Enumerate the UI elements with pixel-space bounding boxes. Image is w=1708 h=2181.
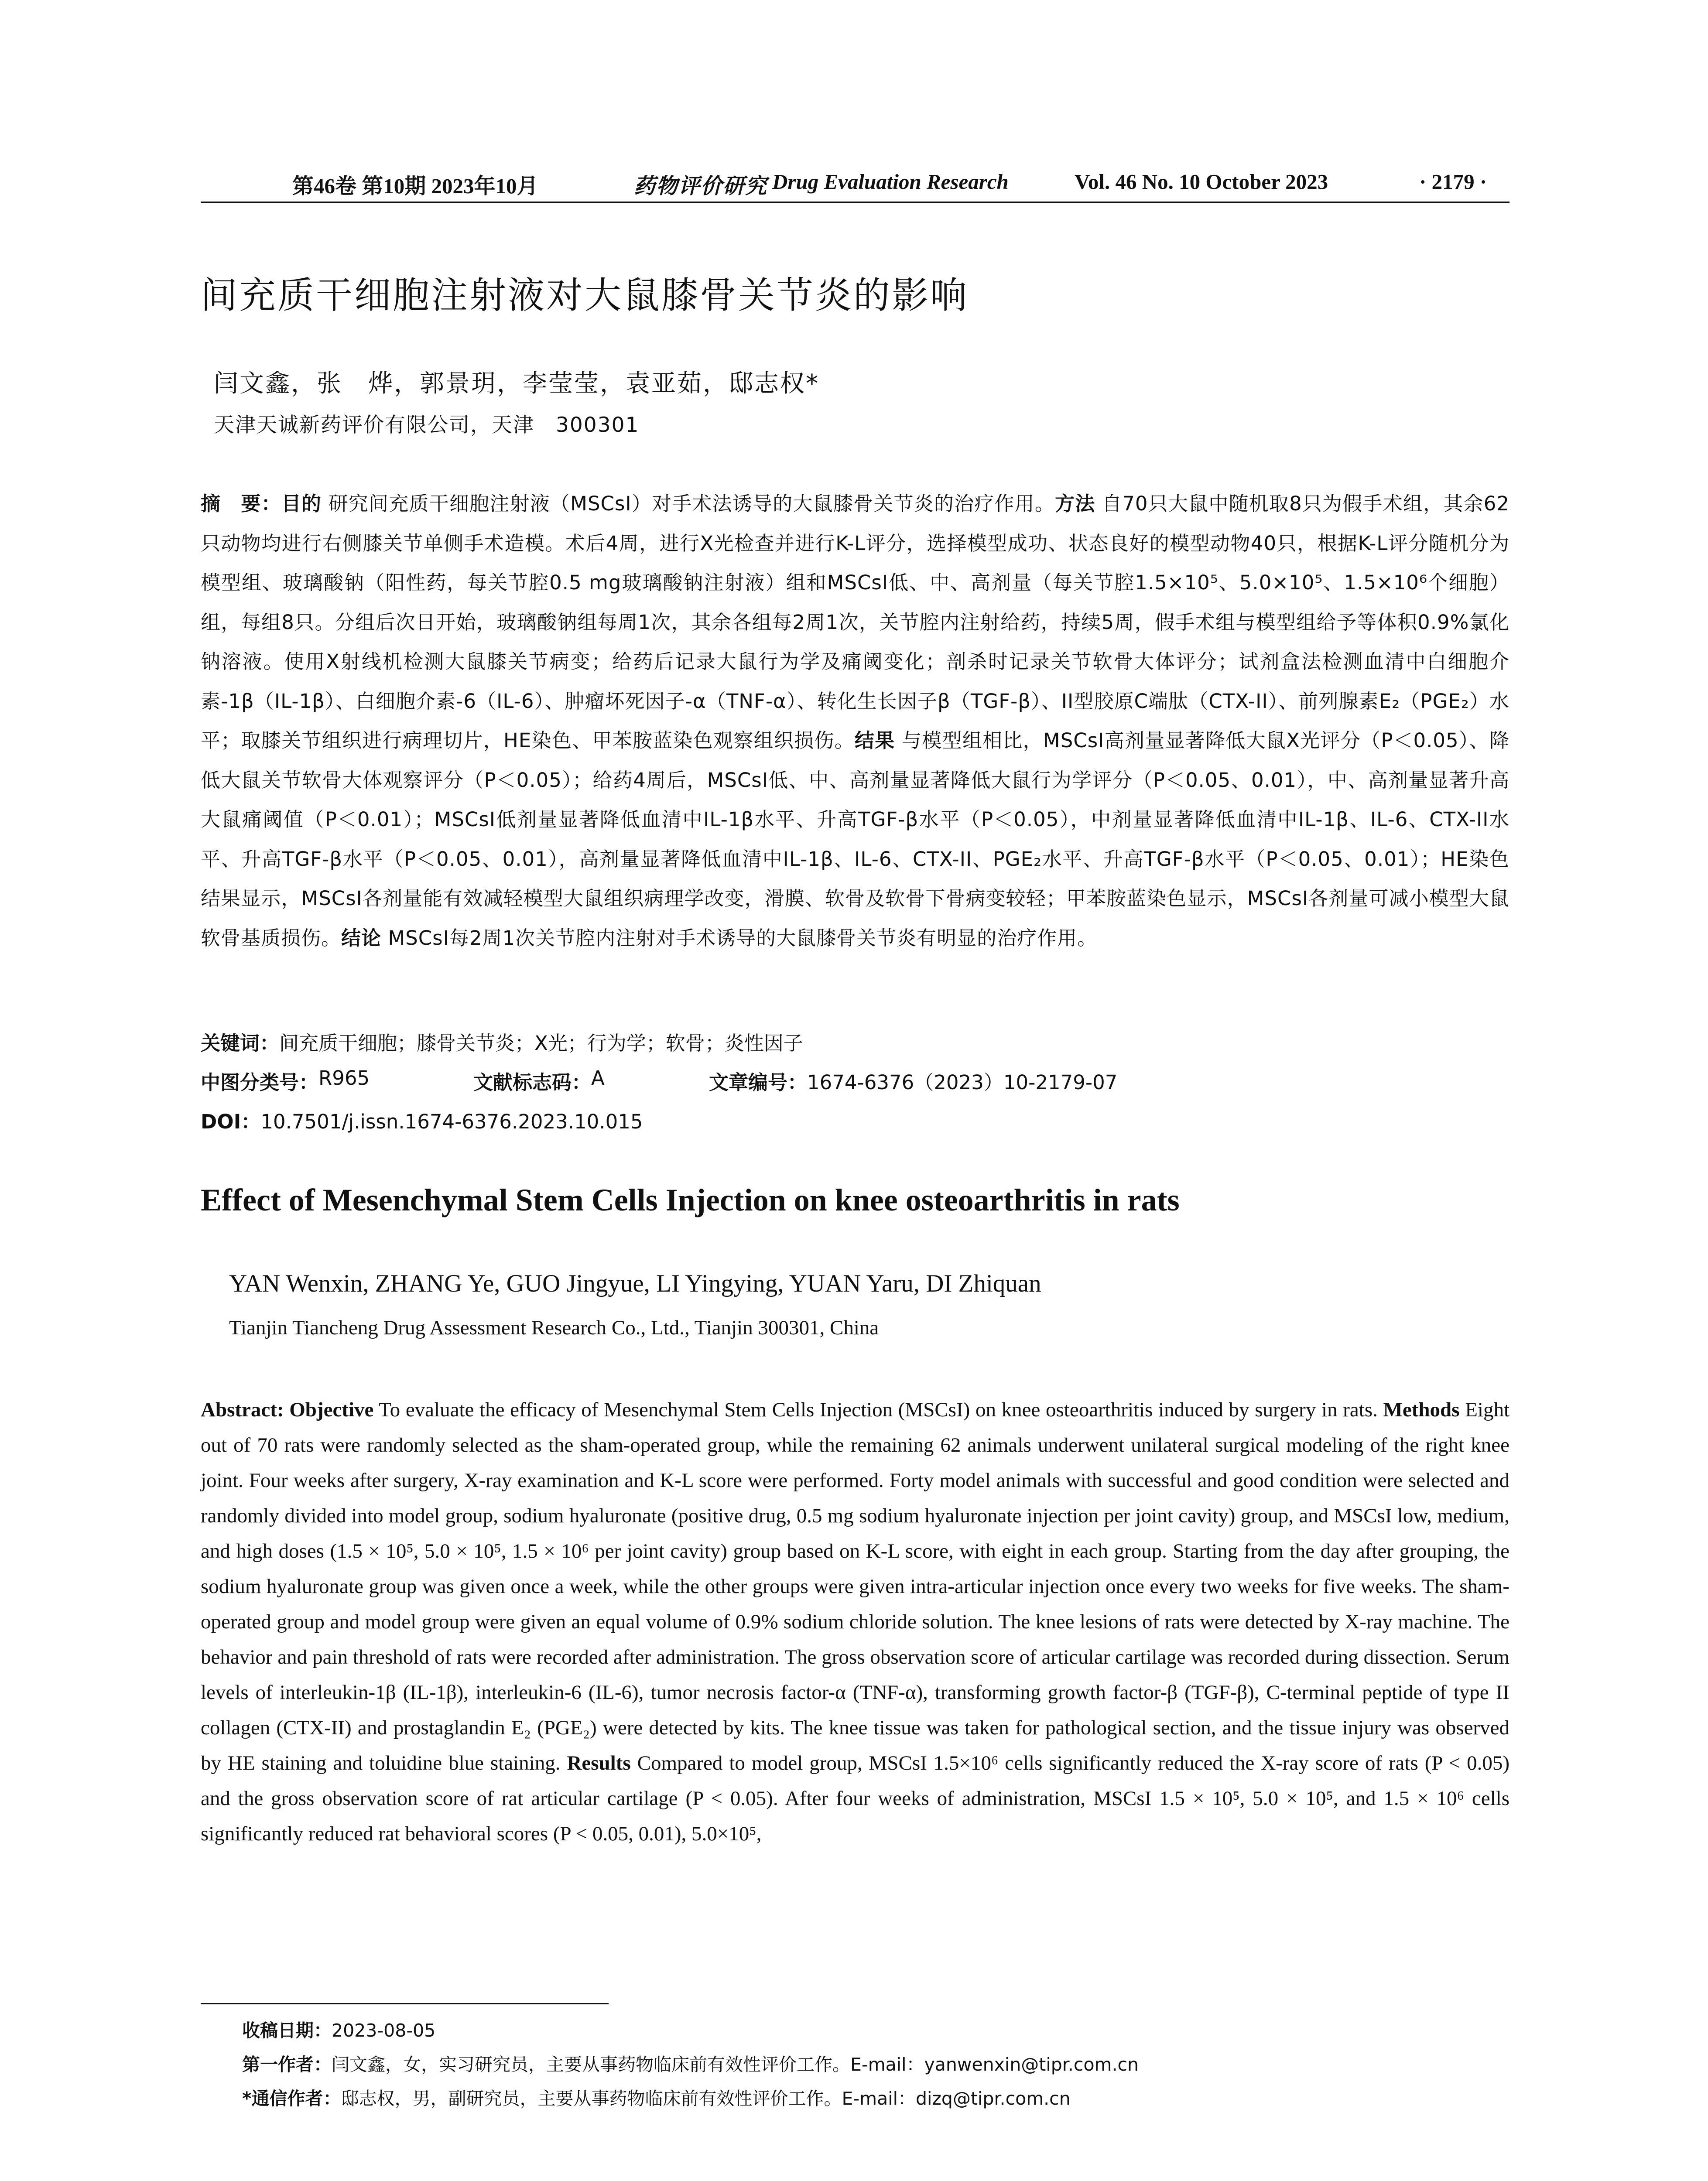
conclusion-cn-text: MSCsI每2周1次关节腔内注射对手术诱导的大鼠膝骨关节炎有明显的治疗作用。 <box>388 926 1098 950</box>
results-cn-text: 与模型组相比，MSCsI高剂量显著降低大鼠X光评分（P＜0.05）、降低大鼠关节软骨大体观察评分（P＜0.05）；给药4周后，MSCsI低、中、高剂量显著降低大鼠行为学评分（P＜0.05、0.01），中、高剂量显著升高大鼠痛阈值（P＜0.01）；MSCsI低剂量显著降低血清中IL-1β水平、升高TGF-β水平（P＜0.05），中剂量显著降低血清中IL-1β、IL-6、CTX-II水平、升高TGF-β水平（P＜0.05、0.01），高剂量显著降低血清中IL-1β、IL-6、CTX-II、PGE₂水平、升高TGF-β水平（P＜0.05、0.01）；HE染色结果显示，MSCsI各剂量能有效减轻模型大鼠组织病理学改变，滑膜、软骨及软骨下骨病变较轻；甲苯胺蓝染色显示，MSCsI各剂量可减小模型大鼠软骨基质损伤。 <box>201 729 1509 950</box>
objective-cn-text: 研究间充质干细胞注射液（MSCsI）对手术法诱导的大鼠膝骨关节炎的治疗作用。 <box>328 492 1055 515</box>
authors-cn: 闫文鑫，张 烨，郭景玥，李莹莹，袁亚茹，邸志权* <box>214 369 819 398</box>
abstract-cn <box>201 484 1509 958</box>
header-issue-cn: 第46卷 第10期 2023年10月 <box>292 174 538 198</box>
footnote-received: 收稿日期：2023-08-05 <box>242 2020 436 2041</box>
document-code: 文献标志码： A <box>473 1067 605 1094</box>
keywords-cn-label: 关键词： <box>201 1032 280 1055</box>
footnote-first-author: 第一作者：闫文鑫，女，实习研究员，主要从事药物临床前有效性评价工作。E-mail：yanwenxin@tipr.com.cn <box>242 2054 1139 2075</box>
title-en: Effect of Mesenchymal Stem Cells Injection on knee osteoarthritis in rats <box>201 1183 1180 1217</box>
journal-logo: 药物评价研究 <box>634 174 768 198</box>
doi-label: DOI： <box>201 1110 261 1133</box>
methods-cn-label: 方法 <box>1055 492 1095 515</box>
doi-line <box>201 1106 1509 1134</box>
abstract-en-label: Abstract: <box>201 1398 284 1421</box>
keywords-cn <box>201 1027 1509 1056</box>
affiliation-en: Tianjin Tiancheng Drug Assessment Research Co., Ltd., Tianjin 300301, China <box>229 1316 879 1339</box>
results-cn-label: 结果 <box>854 729 895 752</box>
objective-cn-label: 目的 <box>281 492 322 515</box>
results-en-text: Compared to model group, MSCsI 1.5×10⁶ cells significantly reduced the X-ray score of rats (P < 0.05) and the gross observation score of rat articular cartilage (P < 0.05). After four weeks of administration, MSCsI 1.5 × 10⁵, 5.0 × 10⁵, and 1.5 × 10⁶ cells significantly reduced rat behavioral scores (P < 0.05, 0.01), 5.0×10⁵, <box>201 1752 1510 1845</box>
title-cn: 间充质干细胞注射液对大鼠膝骨关节炎的影响 <box>201 274 969 317</box>
footnote-rule <box>201 2003 609 2004</box>
article-number: 文章编号： 1674-6376（2023）10-2179-07 <box>709 1071 1118 1094</box>
abstract-en <box>201 1392 1509 1852</box>
header-volume-en: Vol. 46 No. 10 October 2023 <box>1075 170 1328 194</box>
abstract-cn-label: 摘 要： <box>201 492 281 515</box>
objective-en-text: To evaluate the efficacy of Mesenchymal Stem Cells Injection (MSCsI) on knee osteoarthritis induced by surgery in rats. <box>379 1398 1378 1421</box>
running-header <box>201 169 1509 200</box>
keywords-cn-text: 间充质干细胞；膝骨关节炎；X光；行为学；软骨；炎性因子 <box>279 1032 803 1055</box>
authors-en: YAN Wenxin, ZHANG Ye, GUO Jingyue, LI Yingying, YUAN Yaru, DI Zhiquan <box>229 1270 1041 1297</box>
header-page-number: · 2179 · <box>1419 170 1487 194</box>
doi-link[interactable]: 10.7501/j.issn.1674-6376.2023.10.015 <box>260 1110 643 1133</box>
header-rule <box>201 202 1509 203</box>
methods-cn-text: 自70只大鼠中随机取8只为假手术组，其余62只动物均进行右侧膝关节单侧手术造模。术后4周，进行X光检查并进行K-L评分，选择模型成功、状态良好的模型动物40只，根据K-L评分随机分为模型组、玻璃酸钠（阳性药，每关节腔0.5 mg玻璃酸钠注射液）组和MSCsI低、中、高剂量（每关节腔1.5×10⁵、5.0×10⁵、1.5×10⁶个细胞）组，每组8只。分组后次日开始，玻璃酸钠组每周1次，其余各组每2周1次，关节腔内注射给药，持续5周，假手术组与模型组给予等体积0.9%氯化钠溶液。使用X射线机检测大鼠膝关节病变；给药后记录大鼠行为学及痛阈变化；剖杀时记录关节软骨大体评分；试剂盒法检测血清中白细胞介素-1β（IL-1β）、白细胞介素-6（IL-6）、肿瘤坏死因子-α（TNF-α）、转化生长因子β（TGF-β）、II型胶原C端肽（CTX-II）、前列腺素E₂（PGE₂）水平；取膝关节组织进行病理切片，HE染色、甲苯胺蓝染色观察组织损伤。 <box>201 492 1509 752</box>
results-en-label: Results <box>567 1752 631 1774</box>
methods-en-label: Methods <box>1383 1398 1460 1421</box>
methods-en-text: Eight out of 70 rats were randomly selected as the sham-operated group, while the remaining 62 animals underwent unilateral surgical modeling of the right knee joint. Four weeks after surgery, X-ray examination and K-L score were performed. Forty model animals with successful and good condition were selected and randomly divided into model group, sodium hyaluronate (positive drug, 0.5 mg sodium hyaluronate injection per joint cavity) group, and MSCsI low, medium, and high doses (1.5 × 10⁵, 5.0 × 10⁵, 1.5 × 10⁶ per joint cavity) group based on K-L score, with eight in each group. Starting from the day after grouping, the sodium hyaluronate group was given once a week, while the other groups were given intra-articular injection once every two weeks for five weeks. The sham-operated group and model group were given an equal volume of 0.9% sodium chloride solution. The knee lesions of rats were detected by X-ray machine. The behavior and pain threshold of rats were recorded after administration. The gross observation score of articular cartilage was recorded during dissection. Serum levels of interleukin-1β (IL-1β), interleukin-6 (IL-6), tumor necrosis factor-α (TNF-α), transforming growth factor-β (TGF-β), C-terminal peptide of type II collagen (CTX-II) and prostaglandin E₂ (PGE₂) were detected by kits. The knee tissue was taken for pathological section, and the tissue injury was observed by HE staining and toluidine blue staining. <box>201 1398 1510 1774</box>
affiliation-cn: 天津天诚新药评价有限公司，天津 300301 <box>214 413 640 437</box>
conclusion-cn-label: 结论 <box>341 926 382 950</box>
clc-number: 中图分类号： R965 <box>201 1067 370 1094</box>
objective-en-label: Objective <box>289 1398 374 1421</box>
footnote-corresponding-author: *通信作者：邸志权，男，副研究员，主要从事药物临床前有效性评价工作。E-mail：dizq@tipr.com.cn <box>242 2088 1071 2109</box>
header-journal-en: Drug Evaluation Research <box>772 170 1009 194</box>
